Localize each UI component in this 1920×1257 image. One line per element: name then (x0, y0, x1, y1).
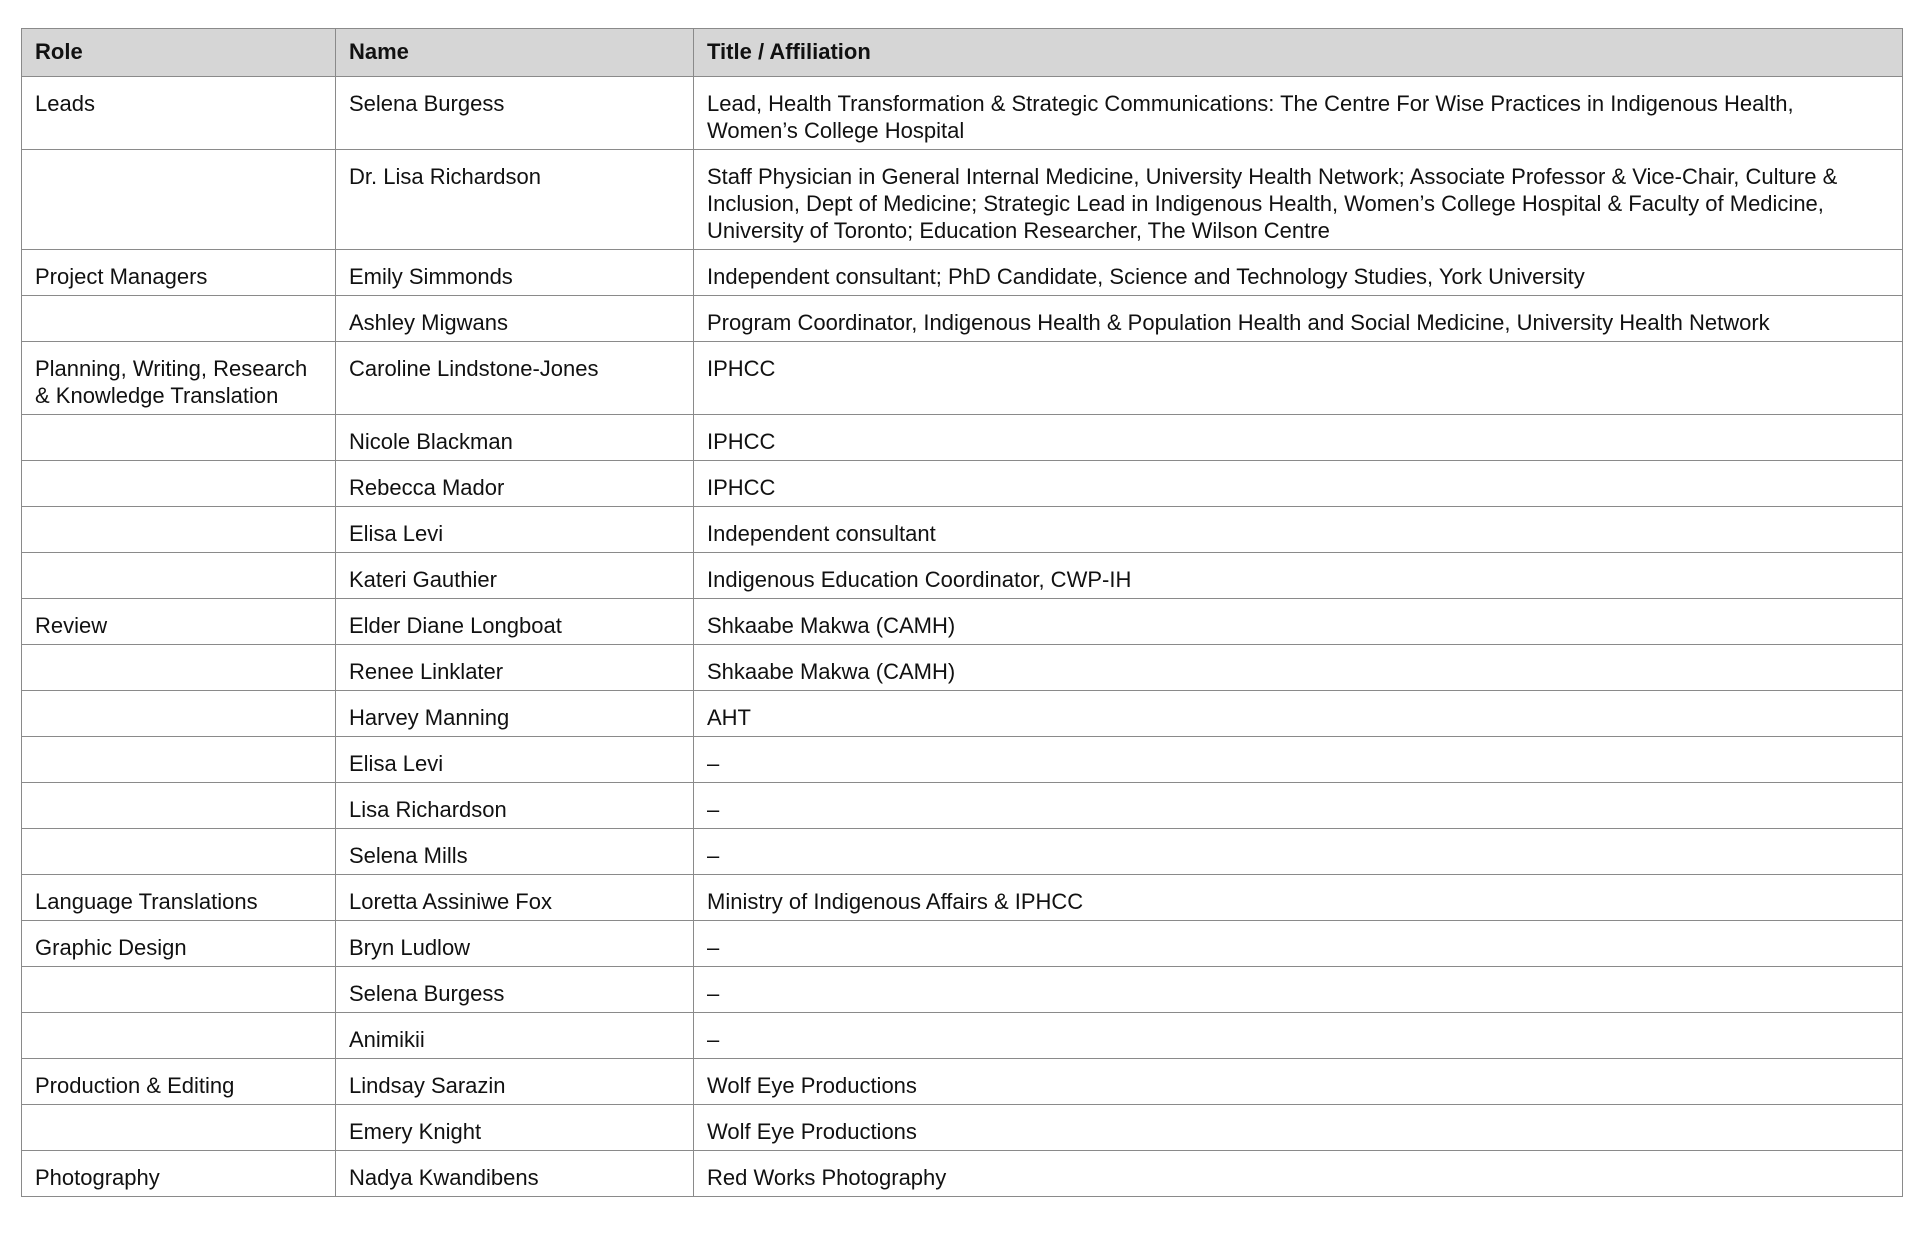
table-row (22, 1013, 1903, 1059)
title-affiliation-cell: – (694, 1013, 1903, 1059)
table-row (22, 967, 1903, 1013)
table-header (22, 29, 1903, 77)
role-cell (22, 967, 336, 1013)
title-affiliation-cell: Shkaabe Makwa (CAMH) (694, 599, 1903, 645)
title-affiliation-cell: IPHCC (694, 461, 1903, 507)
role-cell (22, 150, 336, 250)
title-affiliation-cell: IPHCC (694, 415, 1903, 461)
role-cell: Photography (22, 1151, 336, 1197)
role-cell: Production & Editing (22, 1059, 336, 1105)
role-cell (22, 737, 336, 783)
table-row (22, 342, 1903, 415)
name-cell: Dr. Lisa Richardson (336, 150, 694, 250)
name-cell: Emily Simmonds (336, 250, 694, 296)
role-cell (22, 507, 336, 553)
name-cell: Loretta Assiniwe Fox (336, 875, 694, 921)
title-affiliation-cell: – (694, 829, 1903, 875)
title-affiliation-cell: Staff Physician in General Internal Medicine, University Health Network; Associate Professor & Vice-Chair, Culture & Inclusion, Dept of Medicine; Strategic Lead in Indigenous Health, Women’s College Hospital & Faculty of Medicine, University of Toronto; Education Researcher, The Wilson Centre (694, 150, 1903, 250)
role-cell (22, 461, 336, 507)
table-row (22, 415, 1903, 461)
title-affiliation-cell: Wolf Eye Productions (694, 1105, 1903, 1151)
credits-table (21, 28, 1903, 1197)
header-row (22, 29, 1903, 77)
name-cell: Nadya Kwandibens (336, 1151, 694, 1197)
name-cell: Animikii (336, 1013, 694, 1059)
title-affiliation-cell: Red Works Photography (694, 1151, 1903, 1197)
role-cell (22, 829, 336, 875)
table-row (22, 737, 1903, 783)
name-cell: Elisa Levi (336, 507, 694, 553)
name-cell: Caroline Lindstone-Jones (336, 342, 694, 415)
table-row (22, 645, 1903, 691)
table-row (22, 553, 1903, 599)
role-cell (22, 783, 336, 829)
title-affiliation-cell: Independent consultant; PhD Candidate, Science and Technology Studies, York University (694, 250, 1903, 296)
table-row (22, 829, 1903, 875)
name-cell: Nicole Blackman (336, 415, 694, 461)
header-name: Name (336, 29, 694, 77)
role-cell (22, 645, 336, 691)
role-cell: Language Translations (22, 875, 336, 921)
name-cell: Renee Linklater (336, 645, 694, 691)
table-row (22, 921, 1903, 967)
title-affiliation-cell: Wolf Eye Productions (694, 1059, 1903, 1105)
role-cell: Graphic Design (22, 921, 336, 967)
header-role: Role (22, 29, 336, 77)
title-affiliation-cell: Program Coordinator, Indigenous Health & Population Health and Social Medicine, University Health Network (694, 296, 1903, 342)
title-affiliation-cell: – (694, 737, 1903, 783)
name-cell: Selena Burgess (336, 77, 694, 150)
title-affiliation-cell: Ministry of Indigenous Affairs & IPHCC (694, 875, 1903, 921)
role-cell: Project Managers (22, 250, 336, 296)
table-row (22, 1105, 1903, 1151)
title-affiliation-cell: Shkaabe Makwa (CAMH) (694, 645, 1903, 691)
name-cell: Selena Burgess (336, 967, 694, 1013)
table-row (22, 1151, 1903, 1197)
table-row (22, 296, 1903, 342)
table-row (22, 507, 1903, 553)
role-cell: Planning, Writing, Research & Knowledge Translation (22, 342, 336, 415)
name-cell: Bryn Ludlow (336, 921, 694, 967)
role-cell (22, 1013, 336, 1059)
name-cell: Emery Knight (336, 1105, 694, 1151)
role-cell (22, 691, 336, 737)
title-affiliation-cell: – (694, 921, 1903, 967)
role-cell: Leads (22, 77, 336, 150)
table-row (22, 250, 1903, 296)
role-cell (22, 553, 336, 599)
role-cell: Review (22, 599, 336, 645)
title-affiliation-cell: Lead, Health Transformation & Strategic Communications: The Centre For Wise Practices in Indigenous Health, Women’s College Hospital (694, 77, 1903, 150)
name-cell: Ashley Migwans (336, 296, 694, 342)
title-affiliation-cell: AHT (694, 691, 1903, 737)
table-row (22, 599, 1903, 645)
table-row (22, 1059, 1903, 1105)
name-cell: Selena Mills (336, 829, 694, 875)
table-row (22, 461, 1903, 507)
name-cell: Kateri Gauthier (336, 553, 694, 599)
name-cell: Elisa Levi (336, 737, 694, 783)
role-cell (22, 296, 336, 342)
header-title-affiliation: Title / Affiliation (694, 29, 1903, 77)
title-affiliation-cell: – (694, 783, 1903, 829)
title-affiliation-cell: IPHCC (694, 342, 1903, 415)
name-cell: Harvey Manning (336, 691, 694, 737)
title-affiliation-cell: Indigenous Education Coordinator, CWP-IH (694, 553, 1903, 599)
table-row (22, 691, 1903, 737)
title-affiliation-cell: Independent consultant (694, 507, 1903, 553)
table-row (22, 150, 1903, 250)
name-cell: Rebecca Mador (336, 461, 694, 507)
table-row (22, 77, 1903, 150)
name-cell: Elder Diane Longboat (336, 599, 694, 645)
table-row (22, 783, 1903, 829)
name-cell: Lisa Richardson (336, 783, 694, 829)
table-row (22, 875, 1903, 921)
title-affiliation-cell: – (694, 967, 1903, 1013)
table-body (22, 77, 1903, 1197)
name-cell: Lindsay Sarazin (336, 1059, 694, 1105)
role-cell (22, 1105, 336, 1151)
role-cell (22, 415, 336, 461)
